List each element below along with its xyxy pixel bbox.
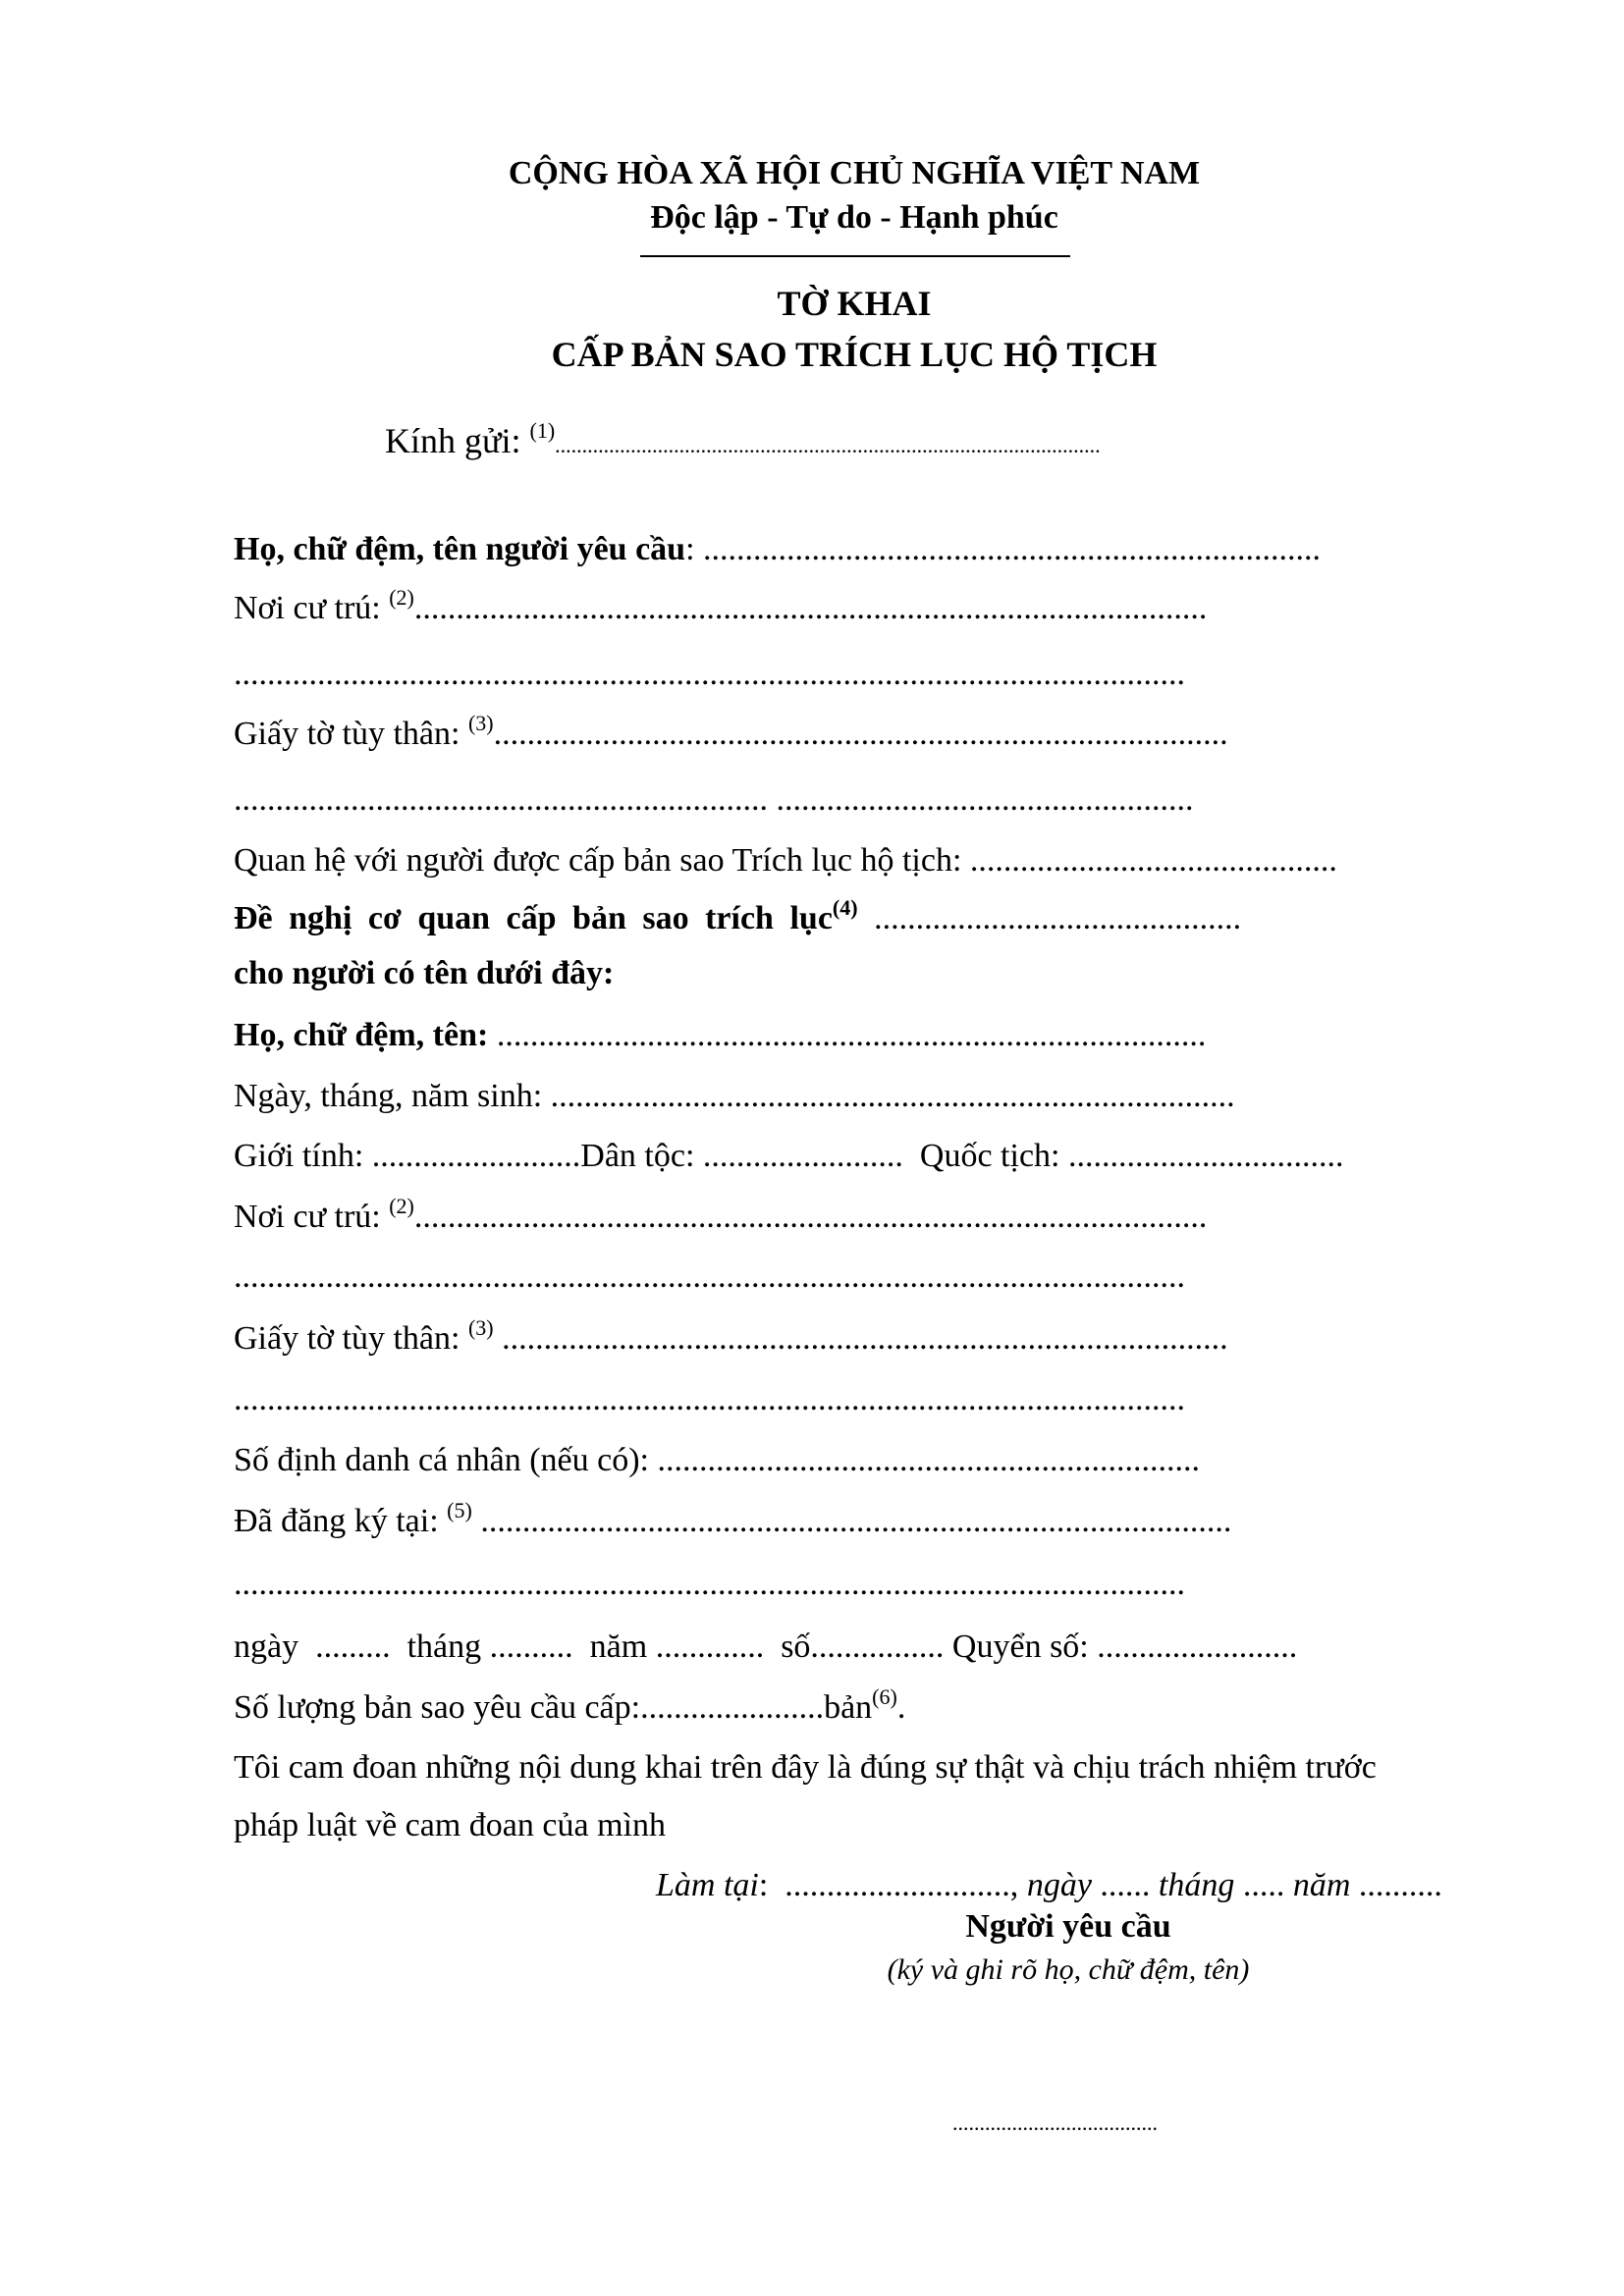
subject-pid-line — [234, 1441, 1200, 1480]
requester-name-field[interactable]: : .......................................................................... — [685, 531, 1322, 567]
motto-underline — [640, 255, 1070, 257]
signature-place-line — [656, 1867, 1442, 1904]
reg-day-field[interactable]: ......... — [315, 1629, 391, 1665]
recipient-field[interactable]: ..................................................................................................... — [555, 433, 1101, 457]
subject-id-field-2[interactable]: .................................................................................................................. — [234, 1381, 1185, 1417]
requester-residence-note: (2) — [389, 584, 414, 610]
signer-title: Người yêu cầu — [965, 1908, 1171, 1945]
subject-name-field[interactable]: ..................................................................................... — [496, 1017, 1207, 1053]
subject-id-note: (3) — [467, 1314, 494, 1340]
requester-id-line — [234, 710, 1228, 754]
subject-ethnic-field[interactable]: ........................ — [702, 1138, 903, 1174]
subject-gender-label: Giới tính: — [234, 1138, 372, 1174]
requester-residence-field[interactable]: ............................................................................................... — [413, 590, 1208, 626]
reg-number-label: số — [781, 1629, 811, 1665]
sign-place-label: Làm tại — [656, 1867, 759, 1903]
subject-ethnic-label: Dân tộc: — [580, 1138, 703, 1174]
requester-id-note: (3) — [467, 710, 494, 735]
copies-field[interactable]: ...................... — [640, 1689, 825, 1726]
subject-nationality-label: Quốc tịch: — [919, 1138, 1068, 1174]
subject-dob-label: Ngày, tháng, năm sinh: — [234, 1078, 551, 1114]
requester-residence-field-2[interactable]: .................................................................................................................. — [234, 656, 1185, 692]
requester-id-label: Giấy tờ tùy thân: — [234, 716, 468, 752]
sign-place-field[interactable]: : ..........................., — [758, 1867, 1019, 1903]
recipient-note: (1) — [529, 418, 556, 443]
sign-year-label: năm — [1284, 1867, 1359, 1903]
sign-month-field[interactable]: ..... — [1242, 1867, 1285, 1903]
reg-year-field[interactable]: ............. — [655, 1629, 765, 1665]
subject-id-field[interactable]: ....................................................................................... — [493, 1320, 1228, 1357]
relation-label: Quan hệ với người được cấp bản sao Trích lục hộ tịch: — [234, 842, 970, 879]
registered-note: (5) — [447, 1497, 472, 1522]
subject-residence-line — [234, 1193, 1208, 1237]
subject-residence-field[interactable]: ............................................................................................... — [413, 1199, 1208, 1235]
reg-month-label: tháng — [406, 1629, 482, 1665]
subject-residence-label: Nơi cư trú: — [234, 1199, 390, 1235]
reg-day-label: ngày — [234, 1629, 299, 1665]
requester-id-field[interactable]: ........................................................................................ — [493, 716, 1228, 752]
requester-residence-line — [234, 584, 1208, 628]
relation-line — [234, 841, 1337, 881]
registered-label: Đã đăng ký tại: — [234, 1503, 448, 1539]
requester-residence-label: Nơi cư trú: — [234, 590, 390, 626]
subject-nationality-field[interactable]: ................................. — [1067, 1138, 1344, 1174]
recipient-line — [385, 420, 1101, 461]
registered-field[interactable]: .......................................................................................... — [471, 1503, 1232, 1539]
request-line-2: cho người có tên dưới đây: — [234, 955, 615, 991]
copies-line — [234, 1683, 906, 1728]
request-note: (4) — [832, 894, 858, 920]
signer-hint: (ký và ghi rõ họ, chữ đệm, tên) — [887, 1953, 1250, 1986]
copies-note: (6) — [872, 1683, 897, 1709]
commitment-line-2: pháp luật về cam đoan của mình — [234, 1807, 666, 1843]
subject-pid-field[interactable]: ................................................................. — [657, 1442, 1200, 1478]
request-field[interactable]: ............................................ — [874, 900, 1242, 936]
subject-id-label: Giấy tờ tùy thân: — [234, 1320, 468, 1357]
reg-book-label: Quyển số: — [951, 1629, 1098, 1665]
sign-day-field[interactable]: ...... — [1100, 1867, 1151, 1903]
reg-month-field[interactable]: .......... — [489, 1629, 573, 1665]
subject-dob-field[interactable]: .................................................................................. — [550, 1078, 1235, 1114]
reg-number-field[interactable]: ................ — [810, 1629, 945, 1665]
registration-line — [234, 1628, 1297, 1667]
registered-field-2[interactable]: .................................................................................................................. — [234, 1566, 1185, 1602]
subject-residence-note: (2) — [389, 1193, 414, 1218]
request-line — [234, 894, 1242, 938]
subject-pid-label: Số định danh cá nhân (nếu có): — [234, 1442, 658, 1478]
subject-name-line — [234, 1016, 1206, 1055]
sign-year-field[interactable]: .......... — [1358, 1867, 1442, 1903]
commitment-line-1: Tôi cam đoan những nội dung khai trên đây là đúng sự thật và chịu trách nhiệm trước — [234, 1749, 1377, 1786]
form-subtitle: CẤP BẢN SAO TRÍCH LỤC HỘ TỊCH — [551, 335, 1158, 374]
subject-gender-field[interactable]: ......................... — [371, 1138, 581, 1174]
relation-field[interactable]: ............................................ — [969, 842, 1337, 879]
subject-name-label: Họ, chữ đệm, tên: — [234, 1017, 497, 1053]
reg-book-field[interactable]: ........................ — [1097, 1629, 1298, 1665]
reg-year-label: năm — [589, 1629, 648, 1665]
copies-label: Số lượng bản sao yêu cầu cấp: — [234, 1689, 641, 1726]
copies-end: . — [896, 1689, 906, 1726]
form-title: TỜ KHAI — [777, 284, 932, 323]
subject-residence-field-2[interactable]: .................................................................................................................. — [234, 1258, 1185, 1295]
subject-dob-line — [234, 1077, 1235, 1116]
subject-id-line — [234, 1314, 1228, 1359]
signature-field[interactable]: ...................................... — [952, 2110, 1158, 2135]
sign-month-label: tháng — [1150, 1867, 1243, 1903]
copies-unit: bản — [824, 1689, 873, 1726]
requester-id-field-2[interactable]: ................................................................ .................................................. — [234, 781, 1194, 818]
requester-name-label: Họ, chữ đệm, tên người yêu cầu — [234, 531, 686, 567]
national-title: CỘNG HÒA XÃ HỘI CHỦ NGHĨA VIỆT NAM — [508, 155, 1201, 191]
subject-gender-line — [234, 1137, 1343, 1176]
sign-day-label: ngày — [1018, 1867, 1101, 1903]
national-motto: Độc lập - Tự do - Hạnh phúc — [650, 199, 1058, 236]
requester-name-line — [234, 530, 1321, 569]
registered-line — [234, 1497, 1232, 1541]
recipient-label: Kính gửi: — [385, 421, 530, 460]
request-label: Đề nghị cơ quan cấp bản sao trích lục — [234, 900, 833, 936]
